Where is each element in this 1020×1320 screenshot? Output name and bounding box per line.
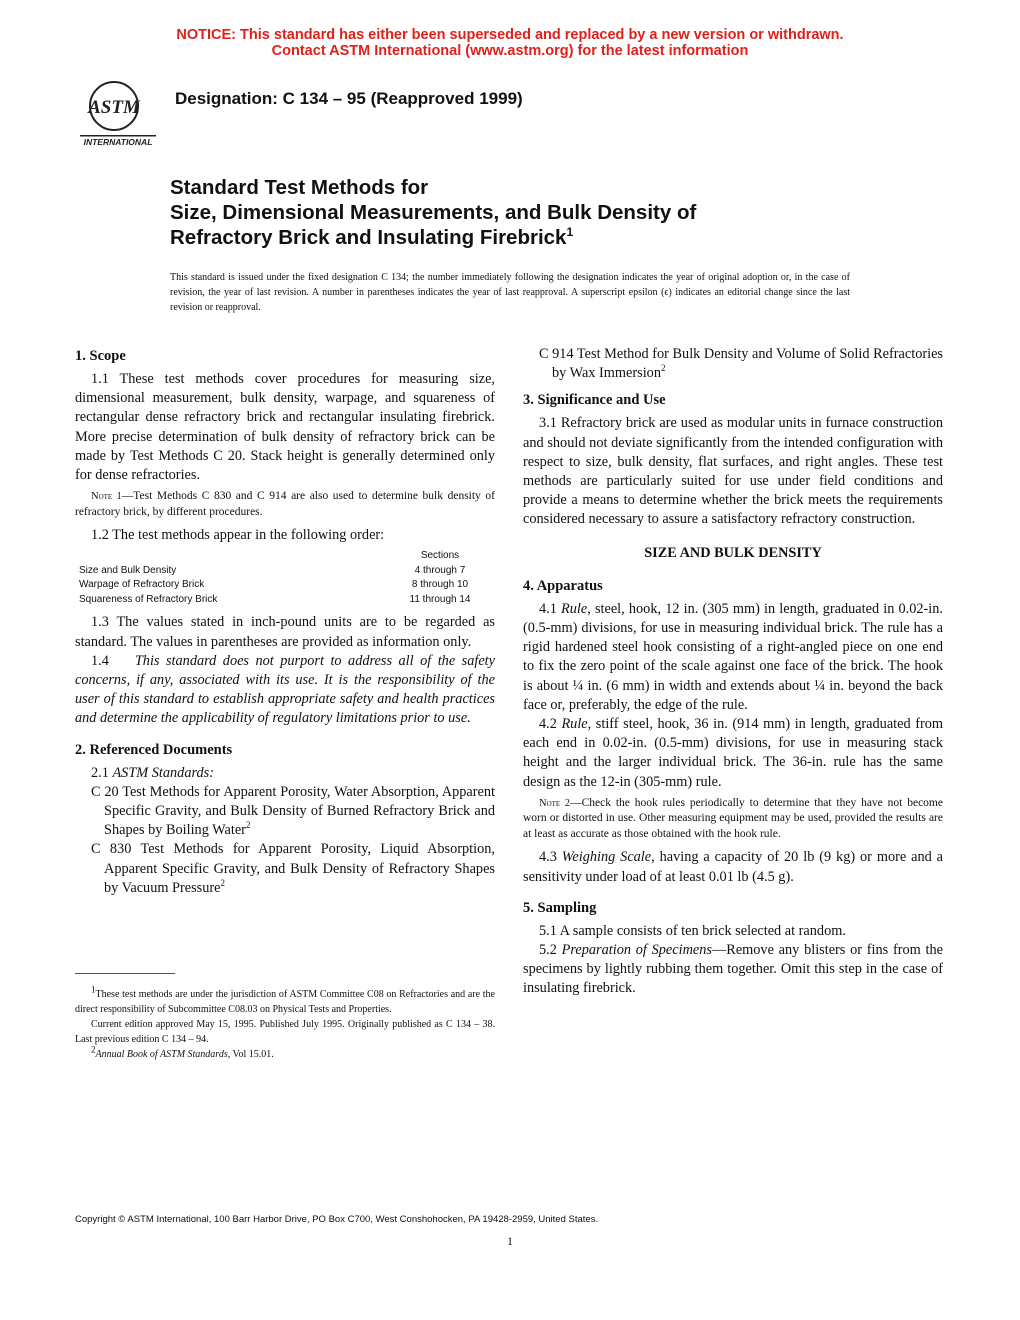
footnote-2 [75, 1044, 495, 1062]
sections-header-row [75, 549, 495, 564]
para-4-2-number: 4.2 [539, 716, 557, 733]
para-4-3-number: 4.3 [539, 849, 557, 866]
section-range: 4 through 7 [414, 564, 466, 576]
reference-c830-text: C 830 Test Methods for Apparent Porosity, Liquid Absorption, Apparent Specific Gravity, and Bulk Density of Refractory Shapes by Vacuum Pressure [91, 841, 495, 896]
para-5-2-number: 5.2 [539, 941, 557, 958]
section-name: Warpage of Refractory Brick [79, 579, 205, 591]
notice-line-1: NOTICE: This standard has either been superseded and replaced by a new version or withdrawn. [176, 27, 844, 43]
para-1-4-text: This standard does not purport to address all of the safety concerns, if any, associated with its use. It is the responsibility of the user of this standard to establish appropriate safety and health practices and determine the applicability of regulatory limitations prior to use. [75, 652, 496, 727]
right-column [523, 345, 943, 999]
title-line-2: Size, Dimensional Measurements, and Bulk Density of [170, 201, 697, 224]
para-1-2: 1.2 The test methods appear in the following order: [91, 527, 385, 544]
para-2-1 [75, 764, 495, 783]
table-row [75, 593, 495, 608]
apparatus-heading: 4. Apparatus [523, 577, 603, 594]
para-3-1: 3.1 Refractory brick are used as modular units in furnace construction and should not deviate significantly from the intended configuration with respect to size, bulk density, flat surfaces, and right angles. These test methods are particularly suited for use under field conditions and provide a means to determine whether the brick meets the requirements considered necessary to assure a satisfactory refractory construction. [523, 415, 943, 528]
para-4-2 [523, 715, 943, 792]
para-1-1: 1.1 These test methods cover procedures for measuring size, dimensional measurement, bulk density, warpage, and squareness of rectangular dense refractory brick and rectangular insulating firebrick. More precise determination of bulk density of refractory brick can be made by Test Methods C 20. Stack height is generally determined only for dense refractories. [75, 371, 495, 484]
document-title [170, 175, 870, 250]
page-number: 1 [507, 1234, 513, 1248]
reference-c830-footnote: 2 [220, 878, 225, 889]
table-row [75, 564, 495, 579]
notice-line-2: Contact ASTM International (www.astm.org) for the latest information [271, 43, 749, 59]
astm-logo [78, 80, 158, 150]
para-5-2-text: —Remove any blisters or fins from the specimens by lightly rubbing them together. Omit this step in the case of insulating firebrick. [523, 941, 943, 997]
footnote-2-italic: Annual Book of ASTM Standards [95, 1049, 228, 1060]
reference-c914-footnote: 2 [660, 363, 666, 374]
section-range: 11 through 14 [409, 593, 471, 605]
footnote-1-history: Current edition approved May 15, 1995. Published July 1995. Originally published as C 134 – 38. Last previous edition C 134 – 94. [75, 1019, 495, 1045]
reference-c20-footnote: 2 [245, 820, 251, 831]
para-4-1-term: Rule [561, 600, 588, 617]
footnote-1 [75, 984, 495, 1017]
note-2-text: —Check the hook rules periodically to determine that they have not become worn or distorted in use. Other measuring equipment may be used, provided the results are at least as accurate as those obtained with the hook rule. [523, 796, 943, 840]
footnote-2-text: , Vol 15.01. [227, 1049, 274, 1060]
table-row [75, 578, 495, 593]
para-4-1 [523, 600, 943, 715]
reference-c914 [523, 345, 943, 383]
para-2-1-number: 2.1 [91, 764, 109, 781]
title-footnote-mark: 1 [566, 225, 574, 240]
para-1-4-number: 1.4 [91, 652, 109, 669]
title-line-1: Standard Test Methods for [170, 176, 429, 199]
footnote-1-text: These test methods are under the jurisdiction of ASTM Committee C08 on Refractories and are the direct responsibility of Subcommittee C08.03 on Physical Tests and Properties. [75, 989, 495, 1015]
sampling-heading: 5. Sampling [523, 899, 597, 916]
logo-subtext: INTERNATIONAL [83, 137, 153, 147]
title-line-3-text: Refractory Brick and Insulating Firebrick [170, 226, 567, 249]
reference-c20 [75, 783, 495, 841]
sections-header: Sections [420, 550, 460, 562]
note-1-text: —Test Methods C 830 and C 914 are also used to determine bulk density of refractory brick, by different procedures. [75, 490, 495, 518]
section-name: Size and Bulk Density [79, 564, 177, 576]
para-4-3 [523, 848, 943, 886]
reference-c914-text: C 914 Test Method for Bulk Density and Volume of Solid Refractories by Wax Immersion [539, 346, 943, 382]
footnotes [75, 984, 495, 1062]
para-4-3-term: Weighing Scale [561, 849, 652, 866]
sections-table [75, 549, 495, 607]
reference-c20-text: C 20 Test Methods for Apparent Porosity, Water Absorption, Apparent Specific Gravity, and Bulk Density of Burned Refractory Brick and Shapes by Boiling Water [91, 783, 495, 839]
note-1 [75, 489, 495, 520]
designation: Designation: C 134 – 95 (Reapproved 1999) [175, 89, 523, 108]
footnote-2-mark: 2 [91, 1044, 96, 1055]
significance-heading: 3. Significance and Use [523, 392, 666, 409]
left-column [75, 345, 495, 898]
referenced-documents-heading: 2. Referenced Documents [75, 741, 233, 758]
para-1-3: 1.3 The values stated in inch-pound units are to be regarded as standard. The values in parentheses are provided as information only. [75, 614, 495, 650]
note-2 [523, 796, 943, 843]
size-bulk-density-heading: SIZE AND BULK DENSITY [644, 544, 822, 561]
para-4-2-term: Rule [561, 716, 588, 733]
para-2-1-text: ASTM Standards: [112, 764, 214, 781]
para-4-1-number: 4.1 [539, 600, 557, 617]
issuance-statement: This standard is issued under the fixed designation C 134; the number immediately following the designation indicates the year of original adoption or, in the case of revision, the year of last revision. A number in parentheses indicates the year of last reapproval. A superscript epsilon (ϵ) indicates an editorial change since the last revision or reapproval. [170, 272, 850, 313]
note-2-label: Note 2 [539, 797, 571, 809]
para-5-1: 5.1 A sample consists of ten brick selected at random. [539, 922, 846, 939]
copyright: Copyright © ASTM International, 100 Barr Harbor Drive, PO Box C700, West Conshohocken, PA 19428-2959, United States. [75, 1214, 599, 1225]
para-4-1-text: , steel, hook, 12 in. (305 mm) in length, graduated in 0.02-in. (0.5-mm) divisions, for use in measuring individual brick. The rule has a rigid hardened steel hook consisting of a right-angled piece on one end to fix the zero point of the scale against one face of the brick. The hook is about ¼ in. (6 mm) in width and extends about ¼ in. beyond the back face or, preferably, the edge of the rule. [523, 600, 943, 713]
logo-letters: ASTM [88, 97, 140, 118]
para-5-2-term: Preparation of Specimens [561, 941, 712, 958]
para-5-2 [523, 941, 943, 999]
note-1-label: Note 1 [91, 491, 122, 503]
footnote-1-mark: 1 [91, 984, 96, 995]
withdrawal-notice [0, 27, 1020, 59]
section-range: 8 through 10 [411, 579, 469, 591]
footnote-divider [75, 973, 175, 974]
title-line-3 [170, 225, 870, 250]
reference-c830 [75, 840, 495, 898]
para-4-2-text: , stiff steel, hook, 36 in. (914 mm) in length, graduated from each end in 0.02-in. (0.5-mm) divisions, for use in measuring stack height and the larger individual brick. The 36-in. rule has the same design as the 12-in (305-mm) rule. [523, 716, 944, 790]
scope-heading: 1. Scope [75, 348, 126, 364]
section-name: Squareness of Refractory Brick [79, 593, 218, 605]
para-1-4 [75, 652, 495, 729]
para-4-3-text: , having a capacity of 20 lb (9 kg) or more and a sensitivity under load of at least 0.01 lb (4.5 g). [523, 849, 944, 885]
